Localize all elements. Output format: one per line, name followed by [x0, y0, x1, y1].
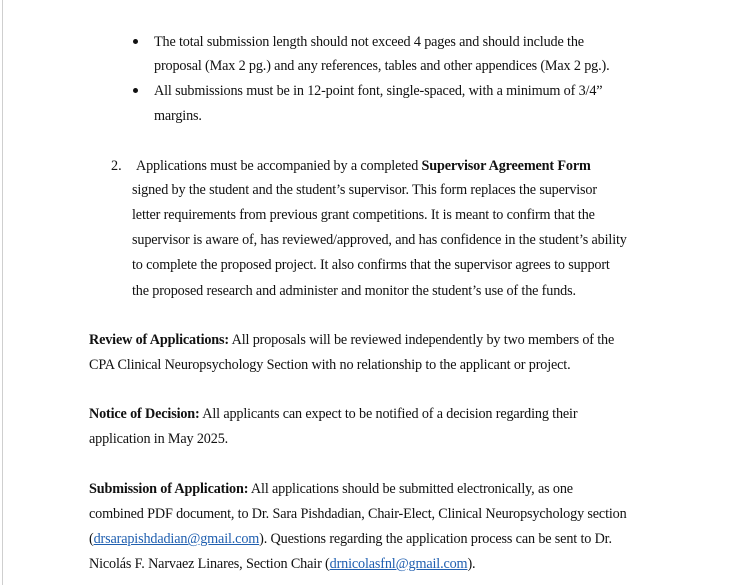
- bullet-1-line-1: The total submission length should not exceed 4 pages and should include the: [154, 34, 584, 50]
- numbered-item-line-6: the proposed research and administer and monitor the student’s use of the funds.: [132, 283, 576, 299]
- bullet-2-line-1: All submissions must be in 12-point font, single-spaced, with a minimum of 3/4”: [154, 83, 603, 99]
- submission-text: All applications should be submitted electronically, as one: [248, 481, 573, 497]
- paren-close: ).: [467, 556, 476, 572]
- numbered-item-line-3: letter requirements from previous grant competitions. It is meant to confirm that the: [132, 207, 595, 223]
- notice-line-2: application in May 2025.: [89, 431, 229, 447]
- submission-line-1: [89, 480, 573, 498]
- supervisor-agreement-form-label: Supervisor Agreement Form: [421, 158, 591, 174]
- numbered-item-line-1: [136, 157, 591, 175]
- submission-line-2: combined PDF document, to Dr. Sara Pishdadian, Chair-Elect, Clinical Neuropsychology section: [89, 506, 627, 522]
- review-heading: Review of Applications:: [89, 332, 229, 348]
- submission-heading: Submission of Application:: [89, 481, 249, 497]
- numbered-item-line-2: signed by the student and the student’s supervisor. This form replaces the supervisor: [132, 182, 597, 198]
- notice-line-1: [89, 405, 577, 423]
- submission-text: ). Questions regarding the application process can be sent to Dr.: [259, 531, 612, 547]
- numbered-item-line-4: supervisor is aware of, has reviewed/approved, and has confidence in the student’s ability: [132, 232, 627, 248]
- bullet-dot: [133, 39, 138, 44]
- bullet-dot: [133, 88, 138, 93]
- paren-open: (: [89, 531, 94, 547]
- email-link-sara[interactable]: drsarapishdadian@gmail.com: [93, 531, 260, 547]
- bullet-1-line-2: proposal (Max 2 pg.) and any references, tables and other appendices (Max 2 pg.).: [154, 58, 610, 74]
- submission-line-4: [89, 555, 475, 573]
- review-line-1: [89, 331, 614, 349]
- numbered-item-line-5: to complete the proposed project. It also confirms that the supervisor agrees to support: [132, 257, 610, 273]
- numbered-item-text: Applications must be accompanied by a completed: [136, 158, 422, 174]
- submission-line-3: [89, 530, 612, 548]
- review-text: All proposals will be reviewed independently by two members of the: [229, 332, 615, 348]
- review-line-2: CPA Clinical Neuropsychology Section with no relationship to the applicant or project.: [89, 357, 571, 373]
- submission-text: Nicolás F. Narvaez Linares, Section Chair (: [89, 556, 330, 572]
- notice-heading: Notice of Decision:: [89, 406, 200, 422]
- list-number: 2.: [111, 158, 122, 174]
- email-link-nicolas[interactable]: drnicolasfnl@gmail.com: [329, 556, 468, 572]
- page-left-edge: [2, 0, 3, 585]
- notice-text: All applicants can expect to be notified of a decision regarding their: [199, 406, 578, 422]
- bullet-2-line-2: margins.: [154, 108, 202, 124]
